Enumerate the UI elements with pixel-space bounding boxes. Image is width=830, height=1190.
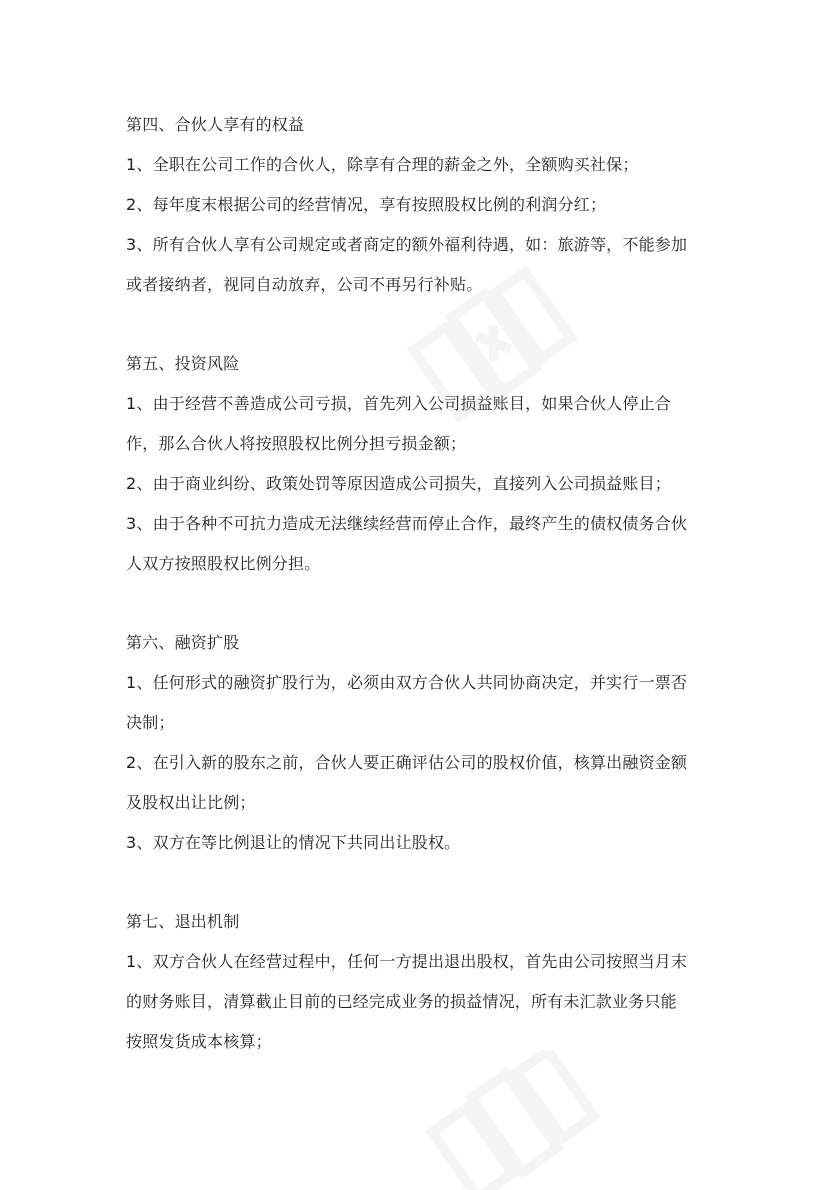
paragraph-line: 作，那么合伙人将按照股权比例分担亏损金额； [126, 434, 467, 453]
document-body [126, 113, 706, 1070]
paragraph-line: 1、由于经营不善造成公司亏损，首先列入公司损益账目，如果合伙人停止合 [126, 394, 671, 413]
paragraph-line: 的财务账目，清算截止目前的已经完成业务的损益情况，所有未汇款业务只能 [126, 992, 677, 1011]
section-spacer [126, 313, 706, 352]
paragraph-line: 2、由于商业纠纷、政策处罚等原因造成公司损失，直接列入公司损益账目； [126, 474, 671, 493]
paragraph-line: 1、双方合伙人在经营过程中，任何一方提出退出股权，首先由公司按照当月末 [126, 952, 688, 971]
section-spacer [126, 871, 706, 910]
paragraph-line: 3、双方在等比例退让的情况下共同出让股权。 [126, 833, 461, 852]
section-heading: 第四、合伙人享有的权益 [126, 115, 305, 134]
paragraph-line: 人双方按照股权比例分担。 [126, 554, 321, 573]
paragraph-line: 按照发货成本核算； [126, 1032, 272, 1051]
section-heading: 第六、融资扩股 [126, 633, 240, 652]
paragraph-line: 1、全职在公司工作的合伙人，除享有合理的薪金之外，全额购买社保； [126, 155, 639, 174]
paragraph-line: 1、任何形式的融资扩股行为，必须由双方合伙人共同协商决定，并实行一票否 [126, 673, 688, 692]
paragraph-line: 及股权出让比例； [126, 793, 256, 812]
paragraph-line: 3、所有合伙人享有公司规定或者商定的额外福利待遇，如：旅游等，不能参加 [126, 235, 688, 254]
section-heading: 第五、投资风险 [126, 354, 240, 373]
section-heading: 第七、退出机制 [126, 912, 240, 931]
paragraph-line: 2、每年度末根据公司的经营情况，享有按照股权比例的利润分红； [126, 195, 607, 214]
watermark-icon [415, 1050, 605, 1190]
paragraph-line: 决制； [126, 713, 175, 732]
paragraph-line: 或者接纳者，视同自动放弃，公司不再另行补贴。 [126, 275, 483, 294]
section-spacer [126, 592, 706, 631]
paragraph-line: 2、在引入新的股东之前，合伙人要正确评估公司的股权价值，核算出融资金额 [126, 753, 688, 772]
paragraph-line: 3、由于各种不可抗力造成无法继续经营而停止合作，最终产生的债权债务合伙 [126, 514, 688, 533]
